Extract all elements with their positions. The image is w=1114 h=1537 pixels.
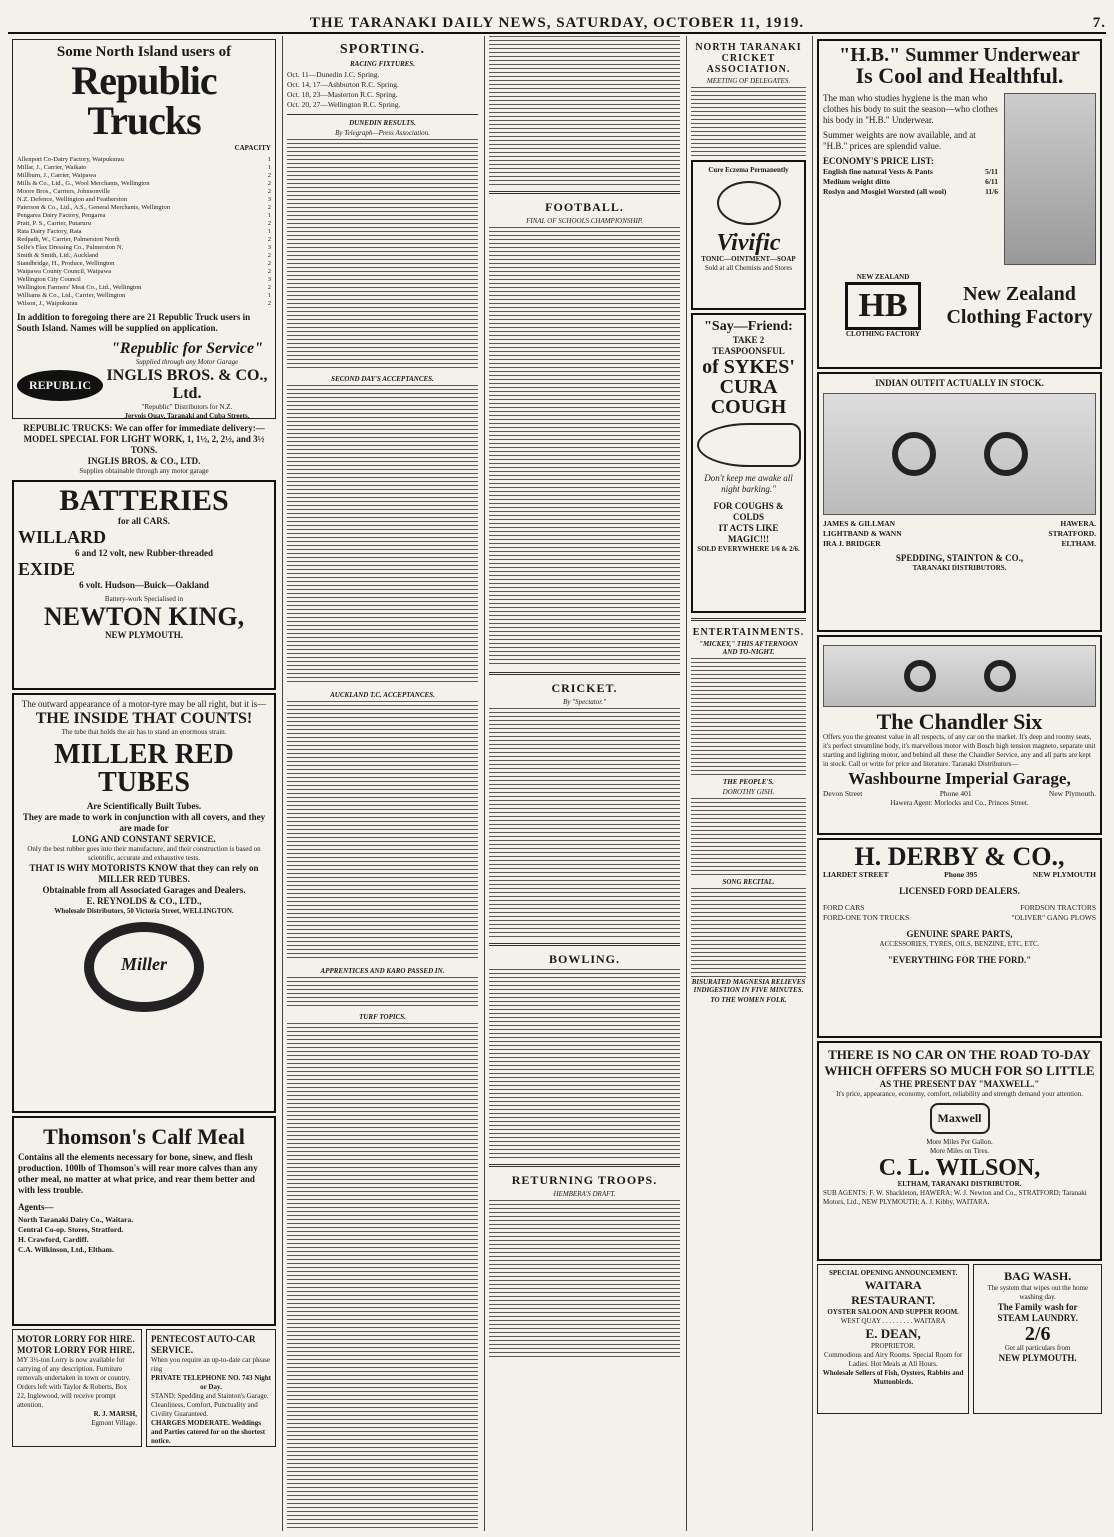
indian-dealer-name: JAMES & GILLMAN — [823, 519, 896, 528]
miller-sub: Are Scientifically Built Tubes. — [86, 801, 202, 811]
derby-ford-ad — [817, 838, 1102, 1038]
motorcycle-illustration — [823, 393, 1096, 515]
indian-motorcycle-ad — [817, 372, 1102, 632]
lorry-ad — [12, 1329, 142, 1447]
republic-slogan: "Republic for Service" — [111, 340, 263, 357]
waitara-rooms: Commodious and Airy Rooms. Special Room for Ladies. Hot Meals at All Hours. — [824, 1351, 963, 1368]
truck-user-row — [17, 220, 271, 228]
sykes-of: of SYKES' CURA COUGH — [702, 356, 795, 418]
waitara-title: WAITARA RESTAURANT. — [851, 1278, 936, 1307]
truck-capacity: 2 — [267, 236, 271, 243]
truck-capacity: 2 — [267, 284, 271, 291]
indian-dealer-town: HAWERA. — [1060, 519, 1096, 528]
maxwell-ad — [817, 1041, 1102, 1261]
batteries-title: BATTERIES — [59, 484, 229, 517]
waitara-oyster: OYSTER SALOON AND SUPPER ROOM. — [827, 1308, 959, 1316]
truck-owner: Millar, J., Carrier, Waikato — [17, 164, 87, 171]
sykes-take: TAKE 2 TEASPOONSFUL — [712, 335, 785, 356]
truck-capacity: 3 — [267, 196, 271, 203]
bowling-text — [489, 969, 680, 1159]
truck-owner: Selfe's Flax Dressing Co., Palmerston N. — [17, 244, 124, 251]
derby-ploughs: "OLIVER" GANG PLOWS — [1011, 913, 1096, 922]
troops-sub: HEMBERA'S DRAFT. — [553, 1190, 616, 1198]
hb-copy: The man who studies hygiene is the man who clothes his body to suit the season—who clothes his body in "H.B." Underwear. — [823, 93, 998, 125]
capacity-label: CAPACITY — [234, 144, 271, 152]
truck-owner: Mills & Co., Ltd., G., Wool Merchants, Wellington — [17, 180, 150, 187]
indian-dealer-name: IRA J. BRIDGER — [823, 539, 881, 548]
turf-topics-title: TURF TOPICS. — [359, 1013, 406, 1021]
peoples-text — [691, 798, 806, 878]
miller-know: THAT IS WHY MOTORISTS KNOW that they can rely on MILLER RED TUBES. — [29, 863, 259, 884]
republic-lead: Some North Island users of — [56, 44, 232, 60]
lorry-name: R. J. MARSH, — [93, 1410, 137, 1418]
indian-dist-2: TARANAKI DISTRIBUTORS. — [912, 564, 1007, 572]
magnesia-article — [691, 978, 806, 1004]
derby-licensed: LICENSED FORD DEALERS. — [899, 886, 1020, 896]
indian-dealer-list — [823, 519, 1096, 549]
indian-dealer-town: ELTHAM. — [1061, 539, 1096, 548]
truck-user-row — [17, 212, 271, 220]
football-sub: FINAL OF SCHOOLS CHAMPIONSHIP. — [526, 217, 643, 225]
truck-owner: Redpath, W., Carrier, Palmerston North — [17, 236, 120, 243]
troops-title: RETURNING TROOPS. — [511, 1173, 658, 1187]
masthead-title: THE TARANAKI DAILY NEWS, SATURDAY, OCTOBER 11, 1919. — [309, 15, 805, 31]
hb-item-name: English fine natural Vests & Pants — [823, 167, 933, 176]
truck-owner: Pengarea Dairy Factory, Pengarea — [17, 212, 106, 219]
wheel-icon — [904, 660, 936, 692]
pentecost-copy: When you require an up-to-date car please ring — [151, 1356, 270, 1373]
tyre-tube-illustration — [84, 922, 204, 1012]
truck-capacity: 2 — [267, 220, 271, 227]
cricket-title: CRICKET. — [551, 681, 618, 695]
truck-user-row — [17, 236, 271, 244]
truck-capacity: 2 — [267, 180, 271, 187]
hb-headline-1: "H.B." Summer Underwear — [839, 44, 1080, 66]
vivific-ad — [691, 160, 806, 310]
waitara-name: E. DEAN, — [865, 1326, 921, 1341]
truck-user-row — [17, 188, 271, 196]
maxwell-present: AS THE PRESENT DAY "MAXWELL." — [879, 1079, 1040, 1089]
truck-user-row — [17, 252, 271, 260]
indian-dealer-town: STRATFORD. — [1048, 529, 1096, 538]
truck-owner: N.Z. Defence, Wellington and Featherston — [17, 196, 128, 203]
miller-inside: THE INSIDE THAT COUNTS! — [35, 710, 253, 727]
underwear-figure — [1004, 93, 1096, 265]
troops-list — [489, 1200, 680, 1360]
vivific-sold: Sold at all Chemists and Stores — [704, 264, 793, 272]
turf-topics-text — [287, 1023, 478, 1531]
entertainments-title: ENTERTAINMENTS. — [692, 627, 805, 638]
bagwash-part: Get all particulars from — [1004, 1344, 1071, 1352]
republic-headline: Republic Trucks — [71, 58, 217, 143]
column-3 — [484, 36, 684, 1531]
pentecost-ad — [146, 1329, 276, 1447]
miller-dist: E. REYNOLDS & CO., LTD., — [86, 896, 202, 906]
car-illustration — [823, 645, 1096, 707]
waitara-special: SPECIAL OPENING ANNOUNCEMENT. — [828, 1269, 958, 1277]
truck-owner: Allenport Co-Dairy Factory, Waipukurau — [17, 156, 124, 163]
sykes-keep: Don't keep me awake all night barking." — [704, 473, 793, 494]
bagwash-title: BAG WASH. — [1004, 1269, 1072, 1283]
newton-king-town: NEW PLYMOUTH. — [104, 630, 183, 640]
hb-footer-2: Clothing Factory — [946, 306, 1093, 328]
hb-price-row — [823, 177, 998, 187]
derby-tractors: FORDSON TRACTORS — [1020, 903, 1096, 912]
racing-fixture: Oct. 11—Dunedin J.C. Spring. — [287, 70, 380, 79]
lorry-title-2: MOTOR LORRY FOR HIRE. — [17, 1345, 135, 1355]
truck-user-row — [17, 244, 271, 252]
racing-fixtures-title: RACING FIXTURES. — [350, 60, 415, 68]
truck-user-row — [17, 180, 271, 188]
cricket-text — [489, 708, 680, 938]
football-text — [489, 227, 680, 667]
pentecost-phone: PRIVATE TELEPHONE NO. 743 Night or Day. — [151, 1374, 271, 1391]
lorry-orders: Orders left with Taylor & Roberts, Box 22, Inglewood, will receive prompt attention. — [17, 1383, 128, 1409]
waitara-west: WEST QUAY . . . . . . . . . WAITARA — [840, 1317, 946, 1325]
truck-user-row — [17, 292, 271, 300]
vivific-head: Cure Eczema Permanently — [708, 166, 789, 174]
masthead — [8, 6, 1106, 34]
republic-small-notice — [12, 423, 276, 476]
maxwell-name: C. L. WILSON, — [878, 1155, 1041, 1181]
derby-genuine: GENUINE SPARE PARTS, — [906, 929, 1013, 939]
maxwell-badge: Maxwell — [930, 1103, 990, 1134]
truck-owner: Wellington Farmers' Meat Co., Ltd., Wellington — [17, 284, 142, 291]
hb-logo: HB — [845, 282, 920, 330]
football-title: FOOTBALL. — [545, 200, 624, 214]
turf-topics-continued — [489, 36, 680, 186]
brand-exide: EXIDE — [18, 559, 76, 579]
women-heading: TO THE WOMEN FOLK. — [710, 996, 787, 1004]
maxwell-agents: SUB AGENTS: F. W. Shackleton, HAWERA; W. J. Newton and Co., STRATFORD; Taranaki Motors, Ltd., NEW PLYMOUTH; A. J. Kibby, WAITARA. — [823, 1189, 1087, 1206]
truck-capacity: 2 — [267, 252, 271, 259]
column-5 — [812, 36, 1106, 1531]
derby-ford: FORD CARS — [823, 903, 865, 912]
republic-trucks-ad — [12, 39, 276, 419]
truck-capacity: 1 — [267, 164, 271, 171]
small-line-3: INGLIS BROS. & CO., LTD. — [87, 456, 201, 466]
wheel-icon — [892, 432, 936, 476]
hb-item-price: 11/6 — [985, 187, 998, 196]
vivific-brand: Vivific — [716, 230, 781, 256]
miller-copy2: Only the best rubber goes into their manufacture, and their construction is based on scientific, accurate and exhaustive tests. — [27, 845, 261, 862]
washbourne: Washbourne Imperial Garage, — [848, 769, 1071, 788]
racing-fixtures-list — [287, 70, 478, 110]
battery-specialised: Battery-work Specialised in — [104, 595, 184, 603]
waitara-restaurant-ad — [817, 1264, 969, 1414]
truck-capacity: 2 — [267, 172, 271, 179]
hb-price-list — [823, 167, 998, 197]
chandler-copy: Offers you the greatest value in all respects, of any car on the market. It's deep and roomy seats, it's perfect streamline body, it's marvellous motor with Bosch high tension magneto, separate unit starting and lighting motor, and behind all these the Chandler Service, any and all parts are kept in stock. Call or write for price and literature. Taranaki Distributors— — [823, 733, 1096, 768]
truck-user-row — [17, 196, 271, 204]
truck-user-row — [17, 284, 271, 292]
indian-title: INDIAN OUTFIT ACTUALLY IN STOCK. — [875, 378, 1044, 388]
newton-king: NEWTON KING, — [43, 602, 245, 631]
miller-tube: The tube that holds the air has to stand an enormous strain. — [61, 728, 227, 736]
chandler-phone: Phone 401 — [939, 789, 972, 798]
waitara-prop: PROPRIETOR. — [870, 1342, 916, 1350]
second-acceptances-text — [287, 385, 478, 685]
truck-capacity: 1 — [267, 228, 271, 235]
republic-address: Jervois Quay, Taranaki and Cuba Streets, — [124, 412, 250, 419]
pentecost-stand: STAND: Spedding and Stainton's Garage. Cleanliness, Comfort, Punctuality and Civility Guaranteed. — [151, 1392, 269, 1418]
column-2 — [282, 36, 482, 1531]
gish-heading: DOROTHY GISH. — [722, 788, 775, 796]
chandler-town: New Plymouth. — [1048, 789, 1096, 798]
vivific-tag: TONIC—OINTMENT—SOAP — [701, 255, 796, 263]
racing-fixture: Oct. 14, 17—Ashburton R.C. Spring. — [287, 80, 399, 89]
cricket-assoc-sub: MEETING OF DELEGATES. — [706, 77, 791, 85]
derby-town: NEW PLYMOUTH — [1032, 870, 1096, 879]
hb-item-name: Medium weight ditto — [823, 177, 891, 186]
republic-footer-note: In addition to foregoing there are 21 Republic Truck users in South Island. Names will be supplied on application. — [17, 312, 251, 333]
bowling-title: BOWLING. — [548, 952, 620, 966]
truck-owner: Williams & Co., Ltd., Carrier, Wellington — [17, 292, 126, 299]
miller-tubes-ad — [12, 693, 276, 1113]
truck-owner: Paterson & Co., Ltd., A.S., General Merchants, Wellington — [17, 204, 170, 211]
truck-user-list — [17, 156, 271, 308]
mickey-text — [691, 658, 806, 778]
peoples-heading: THE PEOPLE'S. — [723, 778, 774, 786]
column-4 — [686, 36, 810, 1531]
republic-emblem: REPUBLIC — [17, 370, 103, 401]
truck-owner: Rata Dairy Factory, Rata — [17, 228, 82, 235]
miller-obtain: Obtainable from all Associated Garages and Dealers. — [42, 885, 246, 895]
truck-user-row — [17, 228, 271, 236]
thomson-title: Thomson's Calf Meal — [43, 1124, 245, 1149]
column-1 — [8, 36, 280, 1531]
cricket-assoc-title: NORTH TARANAKI CRICKET ASSOCIATION. — [695, 42, 802, 75]
truck-capacity: 1 — [267, 292, 271, 299]
wheel-icon — [984, 660, 1016, 692]
small-line-4: Supplies obtainable through any motor garage — [79, 467, 209, 475]
apprentices-text — [287, 977, 478, 1007]
hb-item-name: Roslyn and Mosgiel Worsted (all wool) — [823, 187, 947, 196]
truck-owner: Moore Bros., Carriers, Johnsonville — [17, 188, 111, 195]
dunedin-results-text — [287, 139, 478, 369]
hb-item-price: 5/11 — [985, 167, 998, 176]
auckland-acceptances-text — [287, 701, 478, 961]
batteries-ad — [12, 480, 276, 690]
bagwash-steam: STEAM LAUNDRY. — [997, 1313, 1078, 1323]
hb-item-price: 6/11 — [985, 177, 998, 186]
second-acceptances-title: SECOND DAY'S ACCEPTANCES. — [331, 375, 434, 383]
exide-line: 6 volt. Hudson—Buick—Oakland — [79, 580, 209, 590]
derby-trucks: FORD-ONE TON TRUCKS — [823, 913, 910, 922]
truck-capacity: 2 — [267, 188, 271, 195]
sykes-cough-ad — [691, 313, 806, 613]
miller-long: LONG AND CONSTANT SERVICE. — [72, 834, 216, 844]
truck-user-row — [17, 164, 271, 172]
sykes-sold: SOLD EVERYWHERE 1/6 & 2/6. — [697, 545, 800, 553]
willard-line: 6 and 12 volt, new Rubber-threaded — [74, 548, 213, 558]
truck-capacity: 1 — [267, 212, 271, 219]
thomson-agent: C.A. Wilkinson, Ltd., Eltham. — [18, 1245, 114, 1254]
tube-label: Miller — [120, 954, 167, 974]
batteries-for: for all CARS. — [117, 516, 171, 526]
chandler-six-ad — [817, 635, 1102, 835]
small-line-1: REPUBLIC TRUCKS: We can offer for immediate delivery:— — [23, 423, 265, 433]
maxwell-copy: It's price, appearance, economy, comfort, reliability and strength demand your attention. — [836, 1090, 1083, 1098]
sykes-say: "Say—Friend: — [704, 319, 793, 334]
vivific-tin-icon — [717, 181, 781, 225]
bag-wash-ad — [973, 1264, 1102, 1414]
thomson-copy: Contains all the elements necessary for bone, sinew, and flesh production. 100lb of Thomson's will rear more calves than any other meal, no matter at what price, and rear them better and with less trouble. — [18, 1152, 258, 1195]
maxwell-miles-1: More Miles Per Gallon. — [926, 1138, 993, 1146]
page-number: 7. — [1092, 15, 1106, 31]
hb-underwear-ad — [817, 39, 1102, 369]
brand-willard: WILLARD — [18, 527, 107, 547]
truck-capacity: 3 — [267, 244, 271, 251]
spoon-icon — [697, 423, 801, 467]
bagwash-price: 2/6 — [1024, 1323, 1051, 1345]
thomson-calf-meal-ad — [12, 1116, 276, 1326]
chandler-agent: Hawera Agent: Morlocks and Co., Princes Street. — [890, 799, 1029, 807]
mickey-heading: "MICKEY," THIS AFTERNOON AND TO-NIGHT. — [699, 640, 798, 656]
truck-capacity: 1 — [267, 156, 271, 163]
thomson-agent: H. Crawford, Cardiff. — [18, 1235, 89, 1244]
waitara-wholesale: Wholesale Sellers of Fish, Oysters, Rabbits and Muttonbirds. — [822, 1369, 964, 1386]
sporting-title: SPORTING. — [339, 42, 426, 57]
song-text — [691, 888, 806, 978]
hb-headline-2: Is Cool and Healthful. — [855, 63, 1064, 88]
hb-price-row — [823, 167, 998, 177]
truck-owner: Standbridge, H., Produce, Wellington — [17, 260, 115, 267]
truck-capacity: 2 — [267, 260, 271, 267]
bagwash-town: NEW PLYMOUTH. — [998, 1353, 1077, 1363]
derby-phone: Phone 395 — [944, 870, 978, 879]
derby-title: H. DERBY & CO., — [854, 842, 1065, 871]
truck-user-row — [17, 172, 271, 180]
auckland-acceptances-title: AUCKLAND T.C. ACCEPTANCES. — [330, 691, 435, 699]
truck-capacity: 2 — [267, 204, 271, 211]
indian-dist: SPEDDING, STAINTON & CO., — [895, 553, 1024, 563]
hb-copy-2: Summer weights are now available, and at "H.B." prices are splendid value. — [823, 130, 976, 151]
indian-dealer-row — [823, 539, 1096, 549]
derby-everything: "EVERYTHING FOR THE FORD." — [887, 955, 1032, 965]
hb-logo-bottom: CLOTHING FACTORY — [846, 330, 920, 338]
miller-copy: They are made to work in conjunction with all covers, and they are made for — [22, 812, 266, 833]
dunedin-results-sub: By Telegraph—Press Association. — [335, 129, 430, 137]
lorry-place: Egmont Village. — [91, 1419, 137, 1427]
republic-distributors: "Republic" Distributors for N.Z. — [141, 403, 233, 411]
indian-dealer-row — [823, 529, 1096, 539]
thomson-agent: Central Co-op. Stores, Stratford. — [18, 1225, 124, 1234]
lorry-copy: MY 3½-ton Lorry is now available for carrying of any description. Furniture removals undertaken in town or country. — [17, 1356, 131, 1382]
chandler-title: The Chandler Six — [876, 709, 1043, 734]
bottom-right-ads — [817, 1264, 1102, 1414]
truck-user-row — [17, 300, 271, 308]
truck-owner: Millburn, J., Carrier, Waipawa — [17, 172, 97, 179]
maxwell-place: ELTHAM, TARANAKI DISTRIBUTOR. — [897, 1180, 1022, 1188]
sykes-magic: IT ACTS LIKE MAGIC!!! — [718, 523, 779, 544]
truck-owner: Wilson, J., Waipukurau — [17, 300, 78, 307]
thomson-agents-label: Agents— — [18, 1202, 54, 1212]
cricket-sub: By "Spectator." — [563, 698, 606, 706]
republic-dealer: INGLIS BROS. & CO., Ltd. — [106, 367, 268, 402]
chandler-street: Devon Street — [823, 789, 863, 798]
hb-price-row — [823, 187, 998, 197]
truck-user-row — [17, 156, 271, 164]
pentecost-name — [151, 1446, 271, 1447]
bagwash-copy: The system that wipes out the home washing day. — [987, 1284, 1089, 1301]
magnesia-title: BISURATED MAGNESIA RELIEVES INDIGESTION IN FIVE MINUTES. — [691, 978, 806, 994]
indian-dealer-name: LIGHTBAND & WANN — [823, 529, 902, 538]
truck-user-row — [17, 260, 271, 268]
derby-street: LIARDET STREET — [823, 870, 889, 879]
apprentices-title: APPRENTICES AND KARO PASSED IN. — [320, 967, 445, 975]
truck-user-row — [17, 268, 271, 276]
thomson-agents-list — [18, 1215, 270, 1255]
small-line-2: MODEL SPECIAL FOR LIGHT WORK, 1, 1½, 2, 2½, and 3½ TONS. — [23, 434, 265, 455]
truck-user-row — [17, 204, 271, 212]
truck-owner: Smith & Smith, Ltd., Auckland — [17, 252, 99, 259]
miller-intro: The outward appearance of a motor-tyre may be all right, but it is— — [21, 699, 267, 709]
truck-user-row — [17, 276, 271, 284]
racing-fixture: Oct. 20, 27—Wellington R.C. Spring. — [287, 100, 401, 109]
hb-list-title: ECONOMY'S PRICE LIST: — [823, 156, 934, 166]
pentecost-title: PENTECOST AUTO-CAR SERVICE. — [151, 1334, 256, 1355]
truck-capacity: 3 — [267, 276, 271, 283]
bottom-classifieds — [12, 1329, 276, 1447]
truck-owner: Pratt, P. S., Carrier, Putaruru — [17, 220, 91, 227]
miller-headline: MILLER RED TUBES — [54, 739, 234, 798]
derby-acc: ACCESSORIES, TYRES, OILS, BENZINE, ETC, ETC. — [879, 940, 1040, 948]
dunedin-results-title: DUNEDIN RESULTS. — [349, 119, 416, 127]
republic-supplied: Supplied through any Motor Garage — [135, 358, 239, 366]
hb-logo-top: NEW ZEALAND — [856, 273, 910, 281]
racing-fixture: Oct. 18, 23—Masterton R.C. Spring. — [287, 90, 398, 99]
cricket-assoc-text — [691, 87, 806, 157]
thomson-agent: North Taranaki Dairy Co., Waitara. — [18, 1215, 134, 1224]
pentecost-charges: CHARGES MODERATE. Weddings and Parties catered for on the shortest notice. — [151, 1419, 266, 1445]
truck-capacity: 2 — [267, 268, 271, 275]
truck-capacity: 2 — [267, 300, 271, 307]
lorry-title-1: MOTOR LORRY FOR HIRE. — [17, 1334, 135, 1344]
song-heading: SONG RECITAL. — [722, 878, 775, 886]
maxwell-miles-2: More Miles on Tires. — [929, 1147, 990, 1155]
bagwash-family: The Family wash for — [997, 1302, 1078, 1312]
hb-footer-1: New Zealand — [963, 283, 1076, 305]
maxwell-head: THERE IS NO CAR ON THE ROAD TO-DAY WHICH OFFERS SO MUCH FOR SO LITTLE — [824, 1047, 1095, 1078]
truck-owner: Waipawa County Council, Waipawa — [17, 268, 112, 275]
sykes-for: FOR COUGHS & COLDS — [713, 501, 784, 522]
indian-dealer-row — [823, 519, 1096, 529]
truck-owner: Wellington City Council — [17, 276, 81, 283]
columns — [8, 36, 1106, 1531]
miller-dist2: Wholesale Distributors, 50 Victoria Street, WELLINGTON. — [54, 907, 234, 915]
wheel-icon — [984, 432, 1028, 476]
